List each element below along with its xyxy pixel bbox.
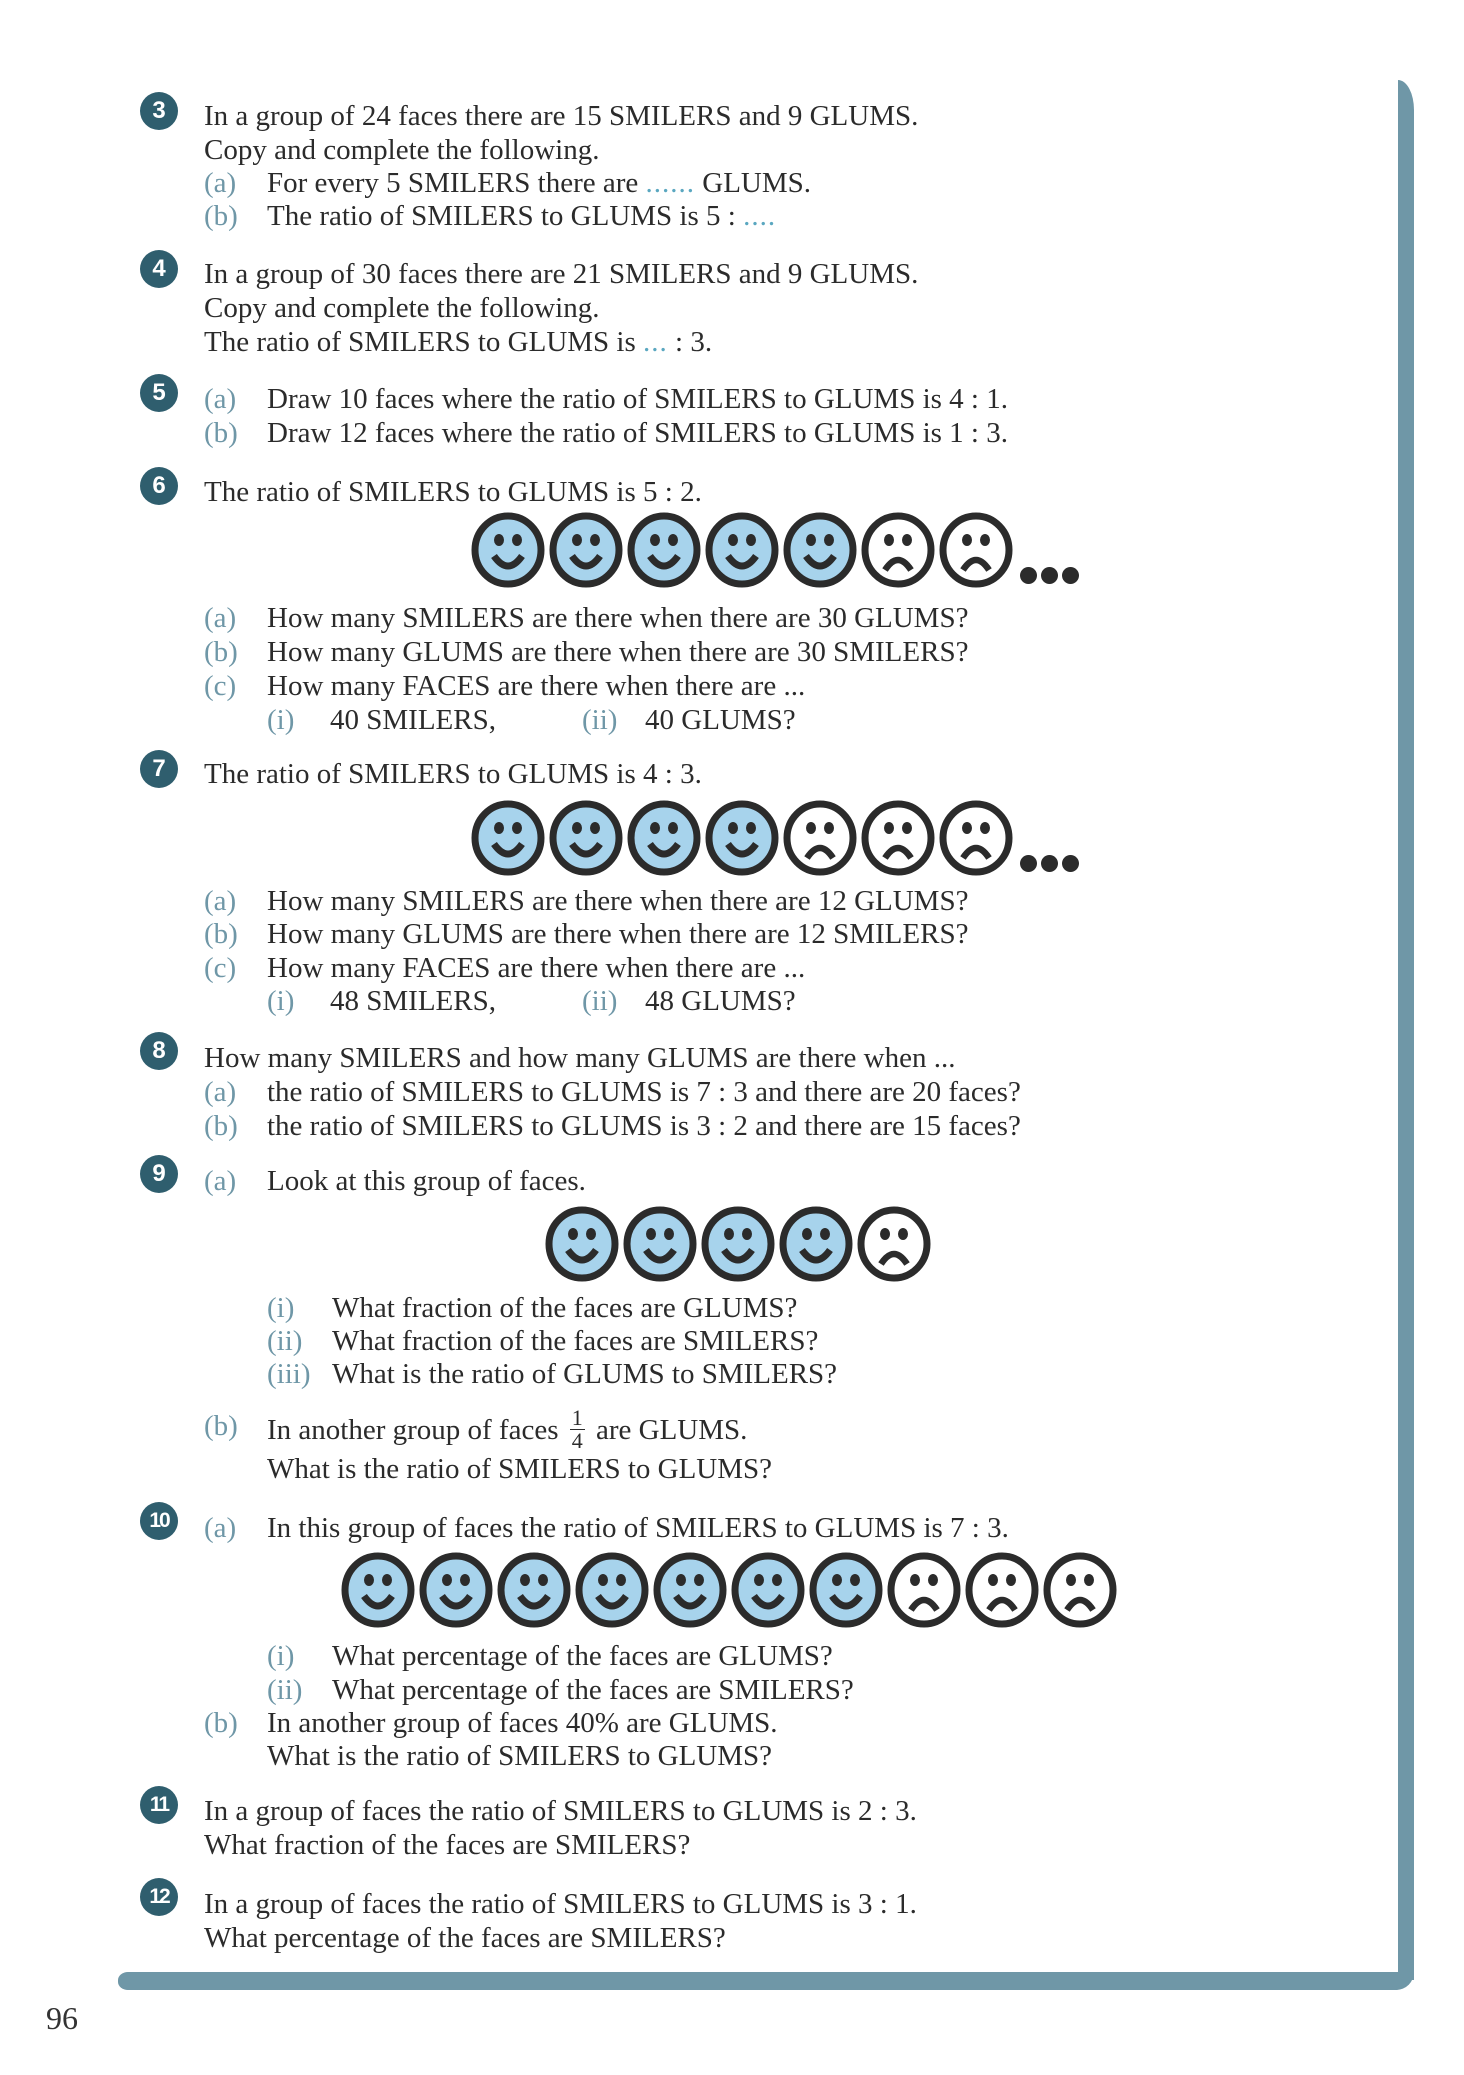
question-number-badge: 11 (140, 1786, 178, 1824)
part-text (267, 1405, 748, 1455)
smiler-face-icon (626, 800, 702, 876)
part-label: (b) (204, 1110, 238, 1142)
part-label: (a) (204, 602, 237, 634)
question-text (204, 326, 712, 359)
subpart-text: What fraction of the faces are GLUMS? (332, 1292, 798, 1324)
question-number-badge: 12 (140, 1878, 178, 1916)
text: The ratio of SMILERS to GLUMS is 5 : (267, 200, 744, 232)
glum-face-icon (860, 512, 936, 588)
part-text: Look at this group of faces. (267, 1165, 586, 1197)
part-label: (c) (204, 670, 237, 702)
question-text: In a group of faces the ratio of SMILERS to GLUMS is 2 : 3. (204, 1795, 917, 1827)
fraction-numerator: 1 (571, 1405, 583, 1430)
part-label: (a) (204, 1076, 237, 1108)
question-number-badge: 8 (140, 1032, 178, 1070)
answer-blank: .... (743, 200, 777, 232)
part-text: How many GLUMS are there when there are 12 SMILERS? (267, 918, 969, 950)
part-text: How many SMILERS are there when there are 30 GLUMS? (267, 602, 969, 634)
smiler-face-icon (778, 1206, 854, 1282)
text: : 3. (667, 326, 713, 358)
part-text: In another group of faces 40% are GLUMS. (267, 1707, 778, 1739)
question-text: How many SMILERS and how many GLUMS are there when ... (204, 1042, 956, 1074)
part-text: How many FACES are there when there are ... (267, 952, 806, 984)
text: GLUMS. (695, 167, 812, 199)
smiler-face-icon (704, 512, 780, 588)
page-frame-bottom-border (118, 1972, 1414, 1990)
smiler-face-icon (622, 1206, 698, 1282)
smiler-face-icon (704, 800, 780, 876)
faces-row (544, 1206, 934, 1282)
part-text: Draw 10 faces where the ratio of SMILERS to GLUMS is 4 : 1. (267, 383, 1008, 415)
glum-face-icon (964, 1552, 1040, 1628)
smiler-face-icon (808, 1552, 884, 1628)
page-frame-right-border (1398, 80, 1414, 1980)
question-number-badge: 6 (140, 467, 178, 505)
subpart-text: 40 SMILERS, (330, 704, 496, 736)
answer-blank: ... (643, 326, 668, 358)
smiler-face-icon (340, 1552, 416, 1628)
glum-face-icon (886, 1552, 962, 1628)
part-text: What is the ratio of SMILERS to GLUMS? (267, 1453, 773, 1485)
subpart-label: (ii) (582, 704, 618, 736)
question-number-badge: 9 (140, 1155, 178, 1193)
question-text: In a group of faces the ratio of SMILERS to GLUMS is 3 : 1. (204, 1888, 917, 1920)
question-text: In a group of 30 faces there are 21 SMILERS and 9 GLUMS. (204, 258, 919, 290)
part-text: How many SMILERS are there when there are 12 GLUMS? (267, 885, 969, 917)
glum-face-icon (860, 800, 936, 876)
question-number-badge: 10 (140, 1502, 178, 1540)
part-label: (b) (204, 1707, 238, 1739)
part-text: the ratio of SMILERS to GLUMS is 7 : 3 and there are 20 faces? (267, 1076, 1021, 1108)
text: The ratio of SMILERS to GLUMS is (204, 326, 644, 358)
question-number-badge: 3 (140, 92, 178, 130)
question-text: What percentage of the faces are SMILERS? (204, 1922, 726, 1954)
part-text (267, 200, 776, 233)
question-text: The ratio of SMILERS to GLUMS is 4 : 3. (204, 758, 702, 790)
part-label: (b) (204, 417, 238, 449)
smiler-face-icon (626, 512, 702, 588)
smiler-face-icon (496, 1552, 572, 1628)
part-text (267, 167, 811, 200)
question-text: Copy and complete the following. (204, 292, 600, 324)
subpart-label: (ii) (267, 1325, 303, 1357)
subpart-label: (ii) (267, 1674, 303, 1706)
glum-face-icon (938, 800, 1014, 876)
question-number-badge: 7 (140, 750, 178, 788)
glum-face-icon (1042, 1552, 1118, 1628)
ellipsis-dots-icon (1020, 567, 1079, 584)
subpart-text: 40 GLUMS? (645, 704, 796, 736)
subpart-text: 48 SMILERS, (330, 985, 496, 1017)
subpart-text: What percentage of the faces are SMILERS? (332, 1674, 854, 1706)
smiler-face-icon (544, 1206, 620, 1282)
glum-face-icon (856, 1206, 932, 1282)
part-label: (b) (204, 1410, 238, 1442)
part-label: (a) (204, 383, 237, 415)
subpart-label: (i) (267, 1292, 295, 1324)
faces-row (470, 800, 1079, 876)
part-text: How many FACES are there when there are ... (267, 670, 806, 702)
subpart-label: (iii) (267, 1358, 311, 1390)
fraction-one-quarter (570, 1407, 585, 1452)
ellipsis-dots-icon (1020, 855, 1079, 872)
part-label: (b) (204, 636, 238, 668)
smiler-face-icon (470, 512, 546, 588)
part-text: What is the ratio of SMILERS to GLUMS? (267, 1740, 773, 1772)
subpart-label: (ii) (582, 985, 618, 1017)
text: For every 5 SMILERS there are (267, 167, 646, 199)
part-label: (b) (204, 200, 238, 232)
smiler-face-icon (652, 1552, 728, 1628)
question-text: In a group of 24 faces there are 15 SMILERS and 9 GLUMS. (204, 100, 919, 132)
subpart-label: (i) (267, 704, 295, 736)
smiler-face-icon (548, 800, 624, 876)
page-number: 96 (46, 2000, 78, 2036)
part-label: (b) (204, 918, 238, 950)
subpart-text: What percentage of the faces are GLUMS? (332, 1640, 833, 1672)
question-number-badge: 5 (140, 374, 178, 412)
question-text: The ratio of SMILERS to GLUMS is 5 : 2. (204, 476, 702, 508)
subpart-text: 48 GLUMS? (645, 985, 796, 1017)
glum-face-icon (938, 512, 1014, 588)
question-number-badge: 4 (140, 250, 178, 288)
smiler-face-icon (782, 512, 858, 588)
subpart-label: (i) (267, 985, 295, 1017)
smiler-face-icon (548, 512, 624, 588)
text: In another group of faces (267, 1414, 559, 1447)
part-label: (a) (204, 885, 237, 917)
text: are GLUMS. (596, 1414, 748, 1447)
faces-row (470, 512, 1079, 588)
smiler-face-icon (730, 1552, 806, 1628)
part-label: (c) (204, 952, 237, 984)
question-text: What fraction of the faces are SMILERS? (204, 1829, 691, 1861)
part-text: How many GLUMS are there when there are 30 SMILERS? (267, 636, 969, 668)
part-text: Draw 12 faces where the ratio of SMILERS to GLUMS is 1 : 3. (267, 417, 1008, 449)
answer-blank: ...... (645, 167, 696, 199)
glum-face-icon (782, 800, 858, 876)
smiler-face-icon (470, 800, 546, 876)
faces-row (340, 1552, 1120, 1628)
question-text: Copy and complete the following. (204, 134, 600, 166)
subpart-text: What is the ratio of GLUMS to SMILERS? (332, 1358, 838, 1390)
fraction-denominator: 4 (571, 1428, 583, 1453)
subpart-label: (i) (267, 1640, 295, 1672)
smiler-face-icon (700, 1206, 776, 1282)
smiler-face-icon (574, 1552, 650, 1628)
part-text: In this group of faces the ratio of SMILERS to GLUMS is 7 : 3. (267, 1512, 1009, 1544)
part-label: (a) (204, 167, 237, 199)
part-label: (a) (204, 1165, 237, 1197)
part-label: (a) (204, 1512, 237, 1544)
smiler-face-icon (418, 1552, 494, 1628)
subpart-text: What fraction of the faces are SMILERS? (332, 1325, 819, 1357)
part-text: the ratio of SMILERS to GLUMS is 3 : 2 and there are 15 faces? (267, 1110, 1021, 1142)
